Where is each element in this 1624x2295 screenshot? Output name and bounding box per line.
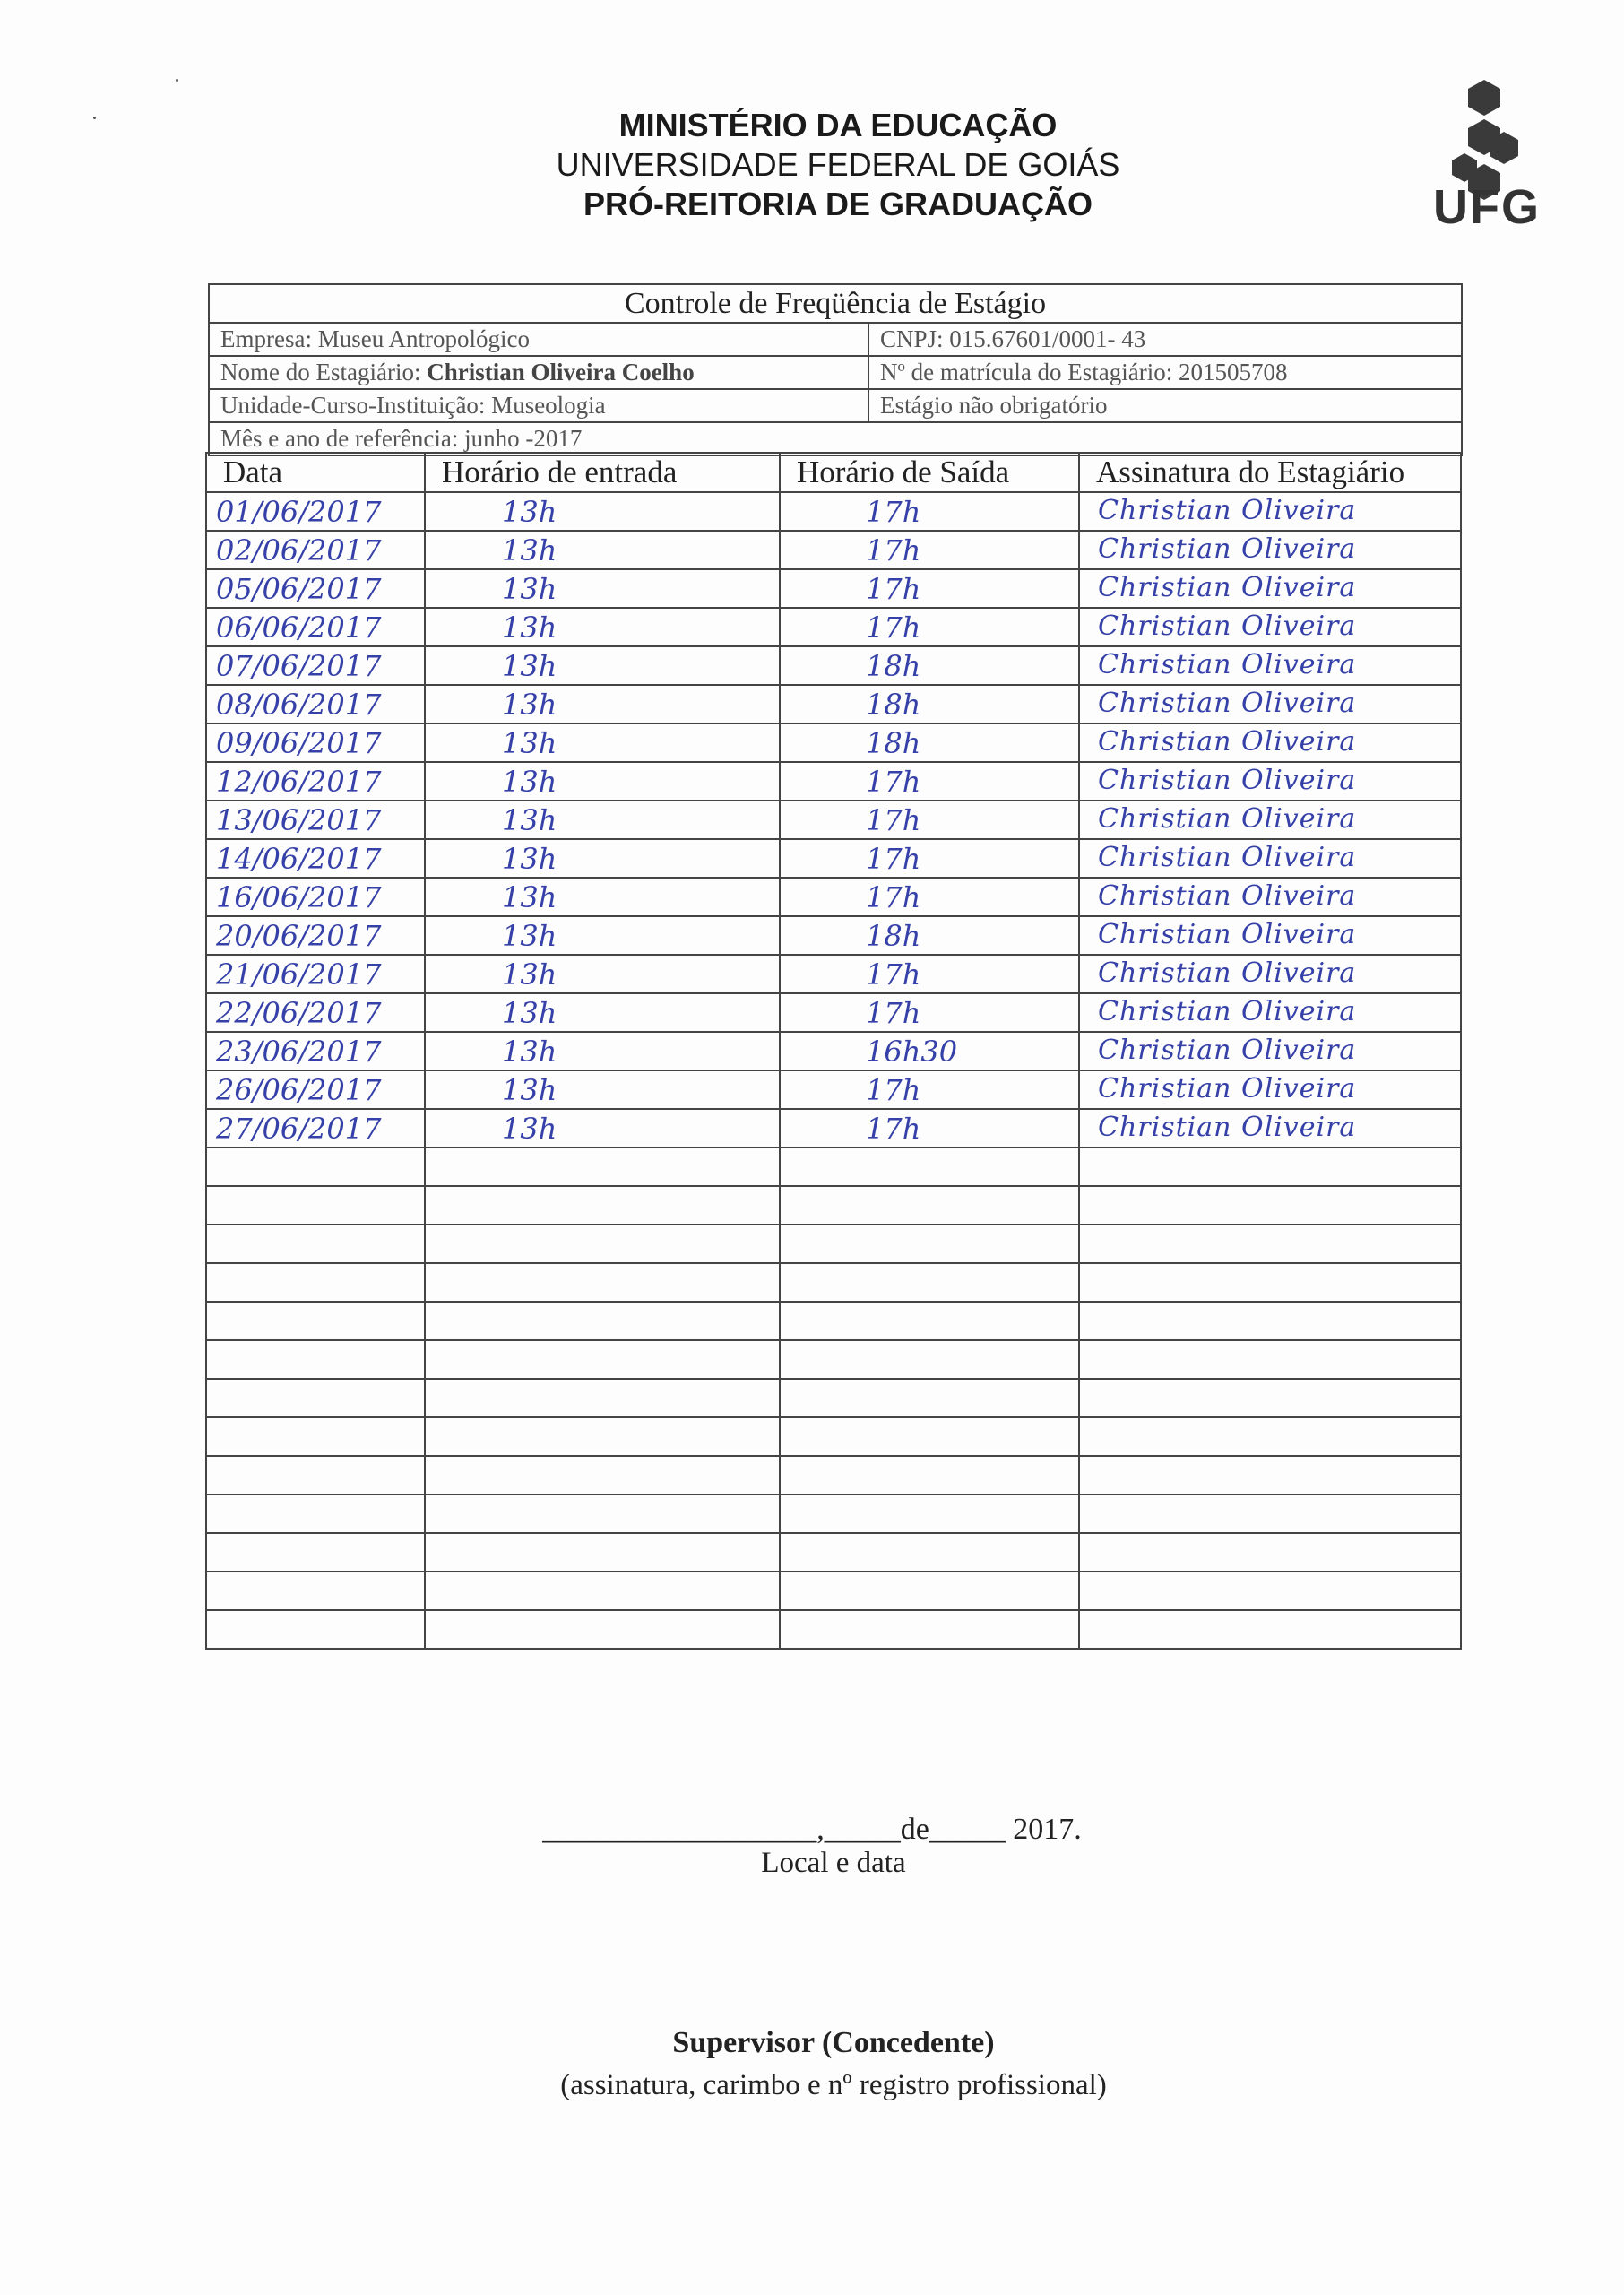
- handwritten-saida: 17h: [866, 957, 921, 992]
- handwritten-assinatura: Christian Oliveira: [1098, 957, 1357, 989]
- table-row: [206, 1302, 1461, 1340]
- cell-data: [206, 1417, 425, 1456]
- handwritten-saida: 17h: [866, 1073, 921, 1107]
- cell-saida: [780, 993, 1079, 1032]
- handwritten-saida: 17h: [866, 495, 921, 529]
- cell-data: [206, 1340, 425, 1379]
- handwritten-entrada: 13h: [502, 803, 557, 837]
- cell-saida: [780, 1610, 1079, 1649]
- table-row: [206, 1417, 1461, 1456]
- handwritten-saida: 17h: [866, 765, 921, 799]
- handwritten-data: 21/06/2017: [216, 957, 382, 992]
- handwritten-data: 20/06/2017: [216, 919, 382, 953]
- cell-saida: [780, 1032, 1079, 1070]
- cell-assinatura: [1079, 839, 1461, 878]
- cell-entrada: [425, 1456, 780, 1494]
- handwritten-entrada: 13h: [502, 996, 557, 1030]
- cell-assinatura: [1079, 569, 1461, 608]
- cell-entrada: [425, 1340, 780, 1379]
- table-row: [206, 1610, 1461, 1649]
- cell-assinatura: [1079, 801, 1461, 839]
- cell-saida: [780, 569, 1079, 608]
- table-row: [206, 993, 1461, 1032]
- cell-saida: [780, 916, 1079, 955]
- cell-saida: [780, 878, 1079, 916]
- cell-data: [206, 993, 425, 1032]
- local-data-caption: Local e data: [761, 1847, 906, 1879]
- cell-data: [206, 762, 425, 801]
- handwritten-entrada: 13h: [502, 572, 557, 606]
- cell-assinatura: [1079, 1070, 1461, 1109]
- cell-assinatura: [1079, 878, 1461, 916]
- handwritten-assinatura: Christian Oliveira: [1098, 842, 1357, 873]
- handwritten-data: 12/06/2017: [216, 765, 382, 799]
- scan-dot: [176, 79, 178, 82]
- cell-data: [206, 1533, 425, 1572]
- handwritten-data: 01/06/2017: [216, 495, 382, 529]
- handwritten-data: 05/06/2017: [216, 572, 382, 606]
- cell-data: [206, 492, 425, 531]
- cell-saida: [780, 1572, 1079, 1610]
- table-row: [206, 685, 1461, 723]
- cell-entrada: [425, 801, 780, 839]
- cell-assinatura: [1079, 723, 1461, 762]
- mes-referencia-cell: Mês e ano de referência: junho -2017: [209, 422, 1462, 455]
- table-row: [206, 723, 1461, 762]
- cell-assinatura: [1079, 1225, 1461, 1263]
- table-row: [206, 492, 1461, 531]
- col-data: Data: [206, 453, 425, 492]
- cell-data: [206, 1109, 425, 1148]
- handwritten-data: 23/06/2017: [216, 1035, 382, 1069]
- cell-saida: [780, 492, 1079, 531]
- cell-saida: [780, 1417, 1079, 1456]
- handwritten-entrada: 13h: [502, 1112, 557, 1146]
- cell-assinatura: [1079, 685, 1461, 723]
- handwritten-assinatura: Christian Oliveira: [1098, 880, 1357, 912]
- table-row: [206, 1186, 1461, 1225]
- cell-assinatura: [1079, 1494, 1461, 1533]
- cell-saida: [780, 1109, 1079, 1148]
- handwritten-entrada: 13h: [502, 842, 557, 876]
- cell-data: [206, 723, 425, 762]
- cell-data: [206, 1070, 425, 1109]
- tipo-estagio-cell: Estágio não obrigatório: [868, 389, 1462, 422]
- cell-data: [206, 1494, 425, 1533]
- cell-saida: [780, 723, 1079, 762]
- handwritten-entrada: 13h: [502, 1035, 557, 1069]
- table-row: [206, 1109, 1461, 1148]
- cell-data: [206, 646, 425, 685]
- handwritten-saida: 18h: [866, 919, 921, 953]
- cell-assinatura: [1079, 1340, 1461, 1379]
- cell-saida: [780, 1186, 1079, 1225]
- cell-saida: [780, 839, 1079, 878]
- cell-entrada: [425, 878, 780, 916]
- handwritten-assinatura: Christian Oliveira: [1098, 919, 1357, 950]
- cell-assinatura: [1079, 531, 1461, 569]
- cell-data: [206, 916, 425, 955]
- handwritten-data: 06/06/2017: [216, 611, 382, 645]
- table-row: [206, 1225, 1461, 1263]
- handwritten-assinatura: Christian Oliveira: [1098, 533, 1357, 565]
- cell-data: [206, 569, 425, 608]
- cell-data: [206, 1610, 425, 1649]
- cell-entrada: [425, 955, 780, 993]
- handwritten-saida: 17h: [866, 842, 921, 876]
- cell-assinatura: [1079, 1186, 1461, 1225]
- handwritten-assinatura: Christian Oliveira: [1098, 1035, 1357, 1066]
- handwritten-data: 07/06/2017: [216, 649, 382, 683]
- table-row: [206, 839, 1461, 878]
- handwritten-data: 16/06/2017: [216, 880, 382, 914]
- cell-entrada: [425, 1070, 780, 1109]
- cell-data: [206, 1225, 425, 1263]
- col-saida: Horário de Saída: [780, 453, 1079, 492]
- handwritten-data: 09/06/2017: [216, 726, 382, 760]
- cell-entrada: [425, 916, 780, 955]
- table-row: [206, 1494, 1461, 1533]
- cell-entrada: [425, 1032, 780, 1070]
- handwritten-saida: 17h: [866, 611, 921, 645]
- handwritten-saida: 16h30: [866, 1035, 958, 1069]
- ufg-logo-text: UFG: [1433, 180, 1541, 234]
- cell-assinatura: [1079, 608, 1461, 646]
- cell-saida: [780, 1456, 1079, 1494]
- table-row: [206, 1533, 1461, 1572]
- cell-saida: [780, 762, 1079, 801]
- attendance-table: [205, 452, 1462, 1650]
- table-row: [206, 801, 1461, 839]
- ministry-title: MINISTÉRIO DA EDUCAÇÃO: [618, 107, 1058, 143]
- cell-entrada: [425, 1572, 780, 1610]
- cell-assinatura: [1079, 916, 1461, 955]
- handwritten-data: 08/06/2017: [216, 688, 382, 722]
- handwritten-saida: 17h: [866, 572, 921, 606]
- cell-saida: [780, 801, 1079, 839]
- handwritten-data: 13/06/2017: [216, 803, 382, 837]
- cell-saida: [780, 531, 1079, 569]
- handwritten-assinatura: Christian Oliveira: [1098, 996, 1357, 1027]
- cell-entrada: [425, 762, 780, 801]
- cell-entrada: [425, 1302, 780, 1340]
- cell-saida: [780, 1494, 1079, 1533]
- cell-assinatura: [1079, 1302, 1461, 1340]
- cell-data: [206, 839, 425, 878]
- cell-entrada: [425, 1263, 780, 1302]
- handwritten-entrada: 13h: [502, 957, 557, 992]
- cell-data: [206, 878, 425, 916]
- cell-entrada: [425, 685, 780, 723]
- handwritten-data: 26/06/2017: [216, 1073, 382, 1107]
- handwritten-assinatura: Christian Oliveira: [1098, 688, 1357, 719]
- cell-entrada: [425, 492, 780, 531]
- cell-data: [206, 1186, 425, 1225]
- cell-data: [206, 531, 425, 569]
- table-row: [206, 1148, 1461, 1186]
- table-row: [206, 878, 1461, 916]
- cell-saida: [780, 1148, 1079, 1186]
- table-row: [206, 1340, 1461, 1379]
- cell-assinatura: [1079, 1417, 1461, 1456]
- cell-data: [206, 608, 425, 646]
- cell-data: [206, 1148, 425, 1186]
- cell-assinatura: [1079, 646, 1461, 685]
- cell-data: [206, 1032, 425, 1070]
- table-row: [206, 1070, 1461, 1109]
- table-row: [206, 531, 1461, 569]
- empresa-cell: Empresa: Museu Antropológico: [209, 323, 868, 356]
- cell-assinatura: [1079, 492, 1461, 531]
- handwritten-entrada: 13h: [502, 726, 557, 760]
- cell-entrada: [425, 646, 780, 685]
- col-entrada: Horário de entrada: [425, 453, 780, 492]
- cell-entrada: [425, 1610, 780, 1649]
- cell-saida: [780, 1533, 1079, 1572]
- cell-entrada: [425, 1494, 780, 1533]
- cell-assinatura: [1079, 955, 1461, 993]
- table-row: [206, 916, 1461, 955]
- handwritten-entrada: 13h: [502, 765, 557, 799]
- handwritten-data: 14/06/2017: [216, 842, 382, 876]
- handwritten-data: 27/06/2017: [216, 1112, 382, 1146]
- cell-assinatura: [1079, 1148, 1461, 1186]
- handwritten-entrada: 13h: [502, 533, 557, 567]
- handwritten-saida: 17h: [866, 803, 921, 837]
- cell-entrada: [425, 723, 780, 762]
- cell-assinatura: [1079, 1263, 1461, 1302]
- cell-data: [206, 955, 425, 993]
- table-row: [206, 1032, 1461, 1070]
- handwritten-assinatura: Christian Oliveira: [1098, 495, 1357, 526]
- cell-data: [206, 1572, 425, 1610]
- handwritten-data: 22/06/2017: [216, 996, 382, 1030]
- cell-saida: [780, 685, 1079, 723]
- handwritten-entrada: 13h: [502, 688, 557, 722]
- header: [0, 106, 1624, 224]
- handwritten-assinatura: Christian Oliveira: [1098, 726, 1357, 758]
- handwritten-saida: 18h: [866, 649, 921, 683]
- form-title: Controle de Freqüência de Estágio: [209, 284, 1462, 323]
- table-row: [206, 608, 1461, 646]
- cell-entrada: [425, 608, 780, 646]
- cell-assinatura: [1079, 1533, 1461, 1572]
- cell-saida: [780, 1225, 1079, 1263]
- table-row: [206, 569, 1461, 608]
- supervisor-caption: (assinatura, carimbo e nº registro profissional): [560, 2069, 1107, 2101]
- cell-entrada: [425, 1186, 780, 1225]
- handwritten-saida: 17h: [866, 533, 921, 567]
- table-row: [206, 1379, 1461, 1417]
- handwritten-entrada: 13h: [502, 880, 557, 914]
- cell-saida: [780, 955, 1079, 993]
- university-title: UNIVERSIDADE FEDERAL DE GOIÁS: [556, 146, 1120, 183]
- handwritten-assinatura: Christian Oliveira: [1098, 649, 1357, 680]
- cell-assinatura: [1079, 1109, 1461, 1148]
- handwritten-assinatura: Christian Oliveira: [1098, 1073, 1357, 1104]
- cell-assinatura: [1079, 1379, 1461, 1417]
- handwritten-saida: 18h: [866, 688, 921, 722]
- dept-title: PRÓ-REITORIA DE GRADUAÇÃO: [583, 186, 1093, 222]
- cell-assinatura: [1079, 1032, 1461, 1070]
- table-row: [206, 1263, 1461, 1302]
- estagiario-cell: Nome do Estagiário: Christian Oliveira Coelho: [209, 356, 868, 389]
- cell-data: [206, 685, 425, 723]
- table-row: [206, 1572, 1461, 1610]
- cell-entrada: [425, 839, 780, 878]
- handwritten-entrada: 13h: [502, 611, 557, 645]
- matricula-cell: Nº de matrícula do Estagiário: 201505708: [868, 356, 1462, 389]
- cell-entrada: [425, 1417, 780, 1456]
- handwritten-data: 02/06/2017: [216, 533, 382, 567]
- handwritten-saida: 17h: [866, 880, 921, 914]
- cell-data: [206, 1263, 425, 1302]
- cell-data: [206, 1302, 425, 1340]
- info-form: [208, 283, 1463, 456]
- cell-entrada: [425, 569, 780, 608]
- unidade-cell: Unidade-Curso-Instituição: Museologia: [209, 389, 868, 422]
- col-assinatura: Assinatura do Estagiário: [1079, 453, 1461, 492]
- cell-data: [206, 1456, 425, 1494]
- cell-entrada: [425, 1533, 780, 1572]
- handwritten-assinatura: Christian Oliveira: [1098, 572, 1357, 603]
- handwritten-assinatura: Christian Oliveira: [1098, 611, 1357, 642]
- handwritten-entrada: 13h: [502, 495, 557, 529]
- handwritten-assinatura: Christian Oliveira: [1098, 803, 1357, 835]
- cell-saida: [780, 1379, 1079, 1417]
- cell-saida: [780, 1340, 1079, 1379]
- table-row: [206, 646, 1461, 685]
- cell-assinatura: [1079, 1572, 1461, 1610]
- local-data-line: __________________,_____de_____ 2017.: [542, 1813, 1082, 1846]
- handwritten-assinatura: Christian Oliveira: [1098, 1112, 1357, 1143]
- handwritten-saida: 18h: [866, 726, 921, 760]
- cell-assinatura: [1079, 762, 1461, 801]
- cell-saida: [780, 646, 1079, 685]
- cell-entrada: [425, 1225, 780, 1263]
- table-row: [206, 955, 1461, 993]
- supervisor-title: Supervisor (Concedente): [672, 2026, 995, 2059]
- cell-saida: [780, 1263, 1079, 1302]
- cell-entrada: [425, 531, 780, 569]
- table-row: [206, 762, 1461, 801]
- cell-saida: [780, 1302, 1079, 1340]
- handwritten-entrada: 13h: [502, 649, 557, 683]
- handwritten-assinatura: Christian Oliveira: [1098, 765, 1357, 796]
- cell-assinatura: [1079, 993, 1461, 1032]
- cell-data: [206, 1379, 425, 1417]
- table-row: [206, 1456, 1461, 1494]
- cnpj-cell: CNPJ: 015.67601/0001- 43: [868, 323, 1462, 356]
- cell-assinatura: [1079, 1456, 1461, 1494]
- cell-entrada: [425, 1148, 780, 1186]
- handwritten-saida: 17h: [866, 996, 921, 1030]
- cell-entrada: [425, 1379, 780, 1417]
- cell-saida: [780, 608, 1079, 646]
- cell-entrada: [425, 1109, 780, 1148]
- handwritten-saida: 17h: [866, 1112, 921, 1146]
- cell-data: [206, 801, 425, 839]
- handwritten-entrada: 13h: [502, 1073, 557, 1107]
- cell-assinatura: [1079, 1610, 1461, 1649]
- handwritten-entrada: 13h: [502, 919, 557, 953]
- cell-saida: [780, 1070, 1079, 1109]
- cell-entrada: [425, 993, 780, 1032]
